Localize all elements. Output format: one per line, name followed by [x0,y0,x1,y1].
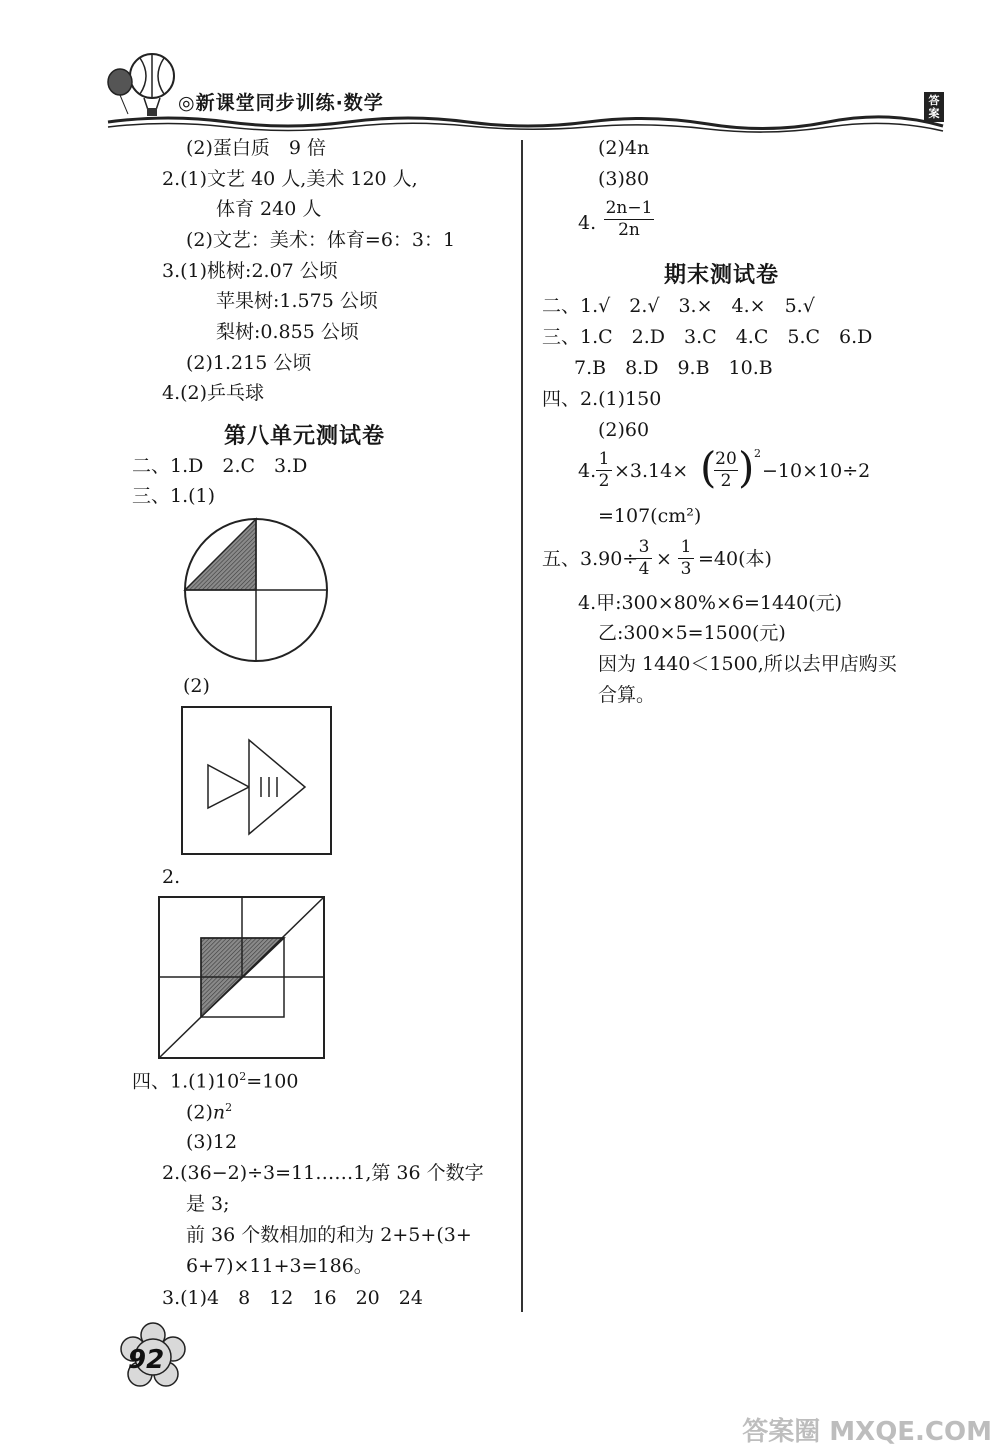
fraction-numerator: 2n−1 [605,198,653,218]
right-paren: ) [738,443,755,492]
answer-line: 二、1.√ 2.√ 3.× 4.× 5.√ [542,295,815,317]
answer-line: 三、1.C 2.D 3.C 4.C 5.C 6.D [542,326,873,348]
formula-text: ×3.14× [614,460,689,482]
fraction-denominator: 2n [618,220,640,240]
answer-line: 6+7)×11+3=186。 [186,1255,373,1277]
section-title-final: 期末测试卷 [664,263,780,288]
circle-triangle-figure [180,514,332,666]
answer-line: 是 3; [186,1193,230,1215]
page-number: 92 [128,1345,165,1375]
formula-text: −10×10÷2 [762,460,871,482]
answer-line: (3)80 [598,168,650,190]
answer-line: 苹果树:1.575 公顷 [216,290,378,312]
text-segment: =100 [246,1070,299,1093]
answer-line: 四、2.(1)150 [542,388,662,410]
variable: n [212,1101,226,1124]
header-corner-tag: 答案 [924,92,944,122]
fraction [636,539,652,578]
formula-text: =40(本) [698,548,772,570]
fraction-numerator: 1 [598,449,610,469]
fraction-denominator: 2 [720,471,732,491]
answer-line: 三、1.(1) [132,485,216,507]
answer-line: 乙:300×5=1500(元) [598,622,786,644]
text-segment: (2) [186,1101,213,1124]
column-divider [521,140,523,1312]
answer-line: 因为 1440＜1500,所以去甲店购买 [598,653,897,675]
answer-line: 二、1.D 2.C 3.D [132,455,308,477]
square-diagonal-figure [158,896,326,1060]
fraction-numerator: 20 [715,449,737,469]
answer-line: =107(cm²) [598,505,702,527]
exponent: 2 [225,1101,233,1114]
answer-line [186,1102,232,1122]
answer-line: 3.(1)4 8 12 16 20 24 [162,1287,423,1309]
fraction-numerator: 1 [680,537,692,557]
answer-line: 2. [162,866,181,888]
answer-line: (2)文艺：美术：体育=6：3：1 [186,229,456,251]
answer-line: 五、3.90÷ [542,548,639,570]
answer-line: 2.(36−2)÷3=11……1,第 36 个数字 [162,1162,484,1184]
answer-line: 3.(1)桃树:2.07 公顷 [162,260,338,282]
text-segment: 四、1.(1)10 [132,1070,240,1093]
answer-line: 4. [578,212,597,234]
answer-line: (2)蛋白质 9 倍 [186,137,327,159]
answer-line: 体育 240 人 [216,198,322,220]
fraction [596,451,612,490]
fraction [714,451,738,490]
answer-line: 4. [578,460,597,482]
section-title-unit8: 第八单元测试卷 [224,424,386,449]
answer-line: 7.B 8.D 9.B 10.B [574,357,773,379]
square-arrow-figure [181,706,333,856]
answer-line: (2)4n [598,137,650,159]
answer-line: 4.(2)乒乓球 [162,382,265,404]
fraction-denominator: 3 [680,559,692,579]
fraction-denominator: 4 [638,559,650,579]
answer-line: 4.甲:300×80%×6=1440(元) [578,592,843,614]
fraction [678,539,694,578]
fraction-denominator: 2 [598,471,610,491]
answer-line: 梨树:0.855 公顷 [216,321,359,343]
answer-line: (2)60 [598,419,650,441]
exponent: 2 [239,1070,247,1083]
watermark: 答案圈 MXQE.COM [742,1417,992,1447]
answer-line: (2) [183,675,210,697]
fraction [604,200,654,239]
exponent: 2 [754,447,761,460]
answer-line: (3)12 [186,1131,238,1153]
answer-line: 前 36 个数相加的和为 2+5+(3+ [186,1224,472,1246]
answer-line: (2)1.215 公顷 [186,352,312,374]
header-title: ◎新课堂同步训练·数学 [178,92,384,114]
fraction-numerator: 3 [638,537,650,557]
answer-line: 合算。 [598,684,656,706]
formula-text: × [656,548,672,570]
left-paren: ( [700,443,717,492]
answer-line [132,1071,298,1091]
answer-line: 2.(1)文艺 40 人,美术 120 人, [162,168,418,190]
header-wavy-line [108,112,948,134]
